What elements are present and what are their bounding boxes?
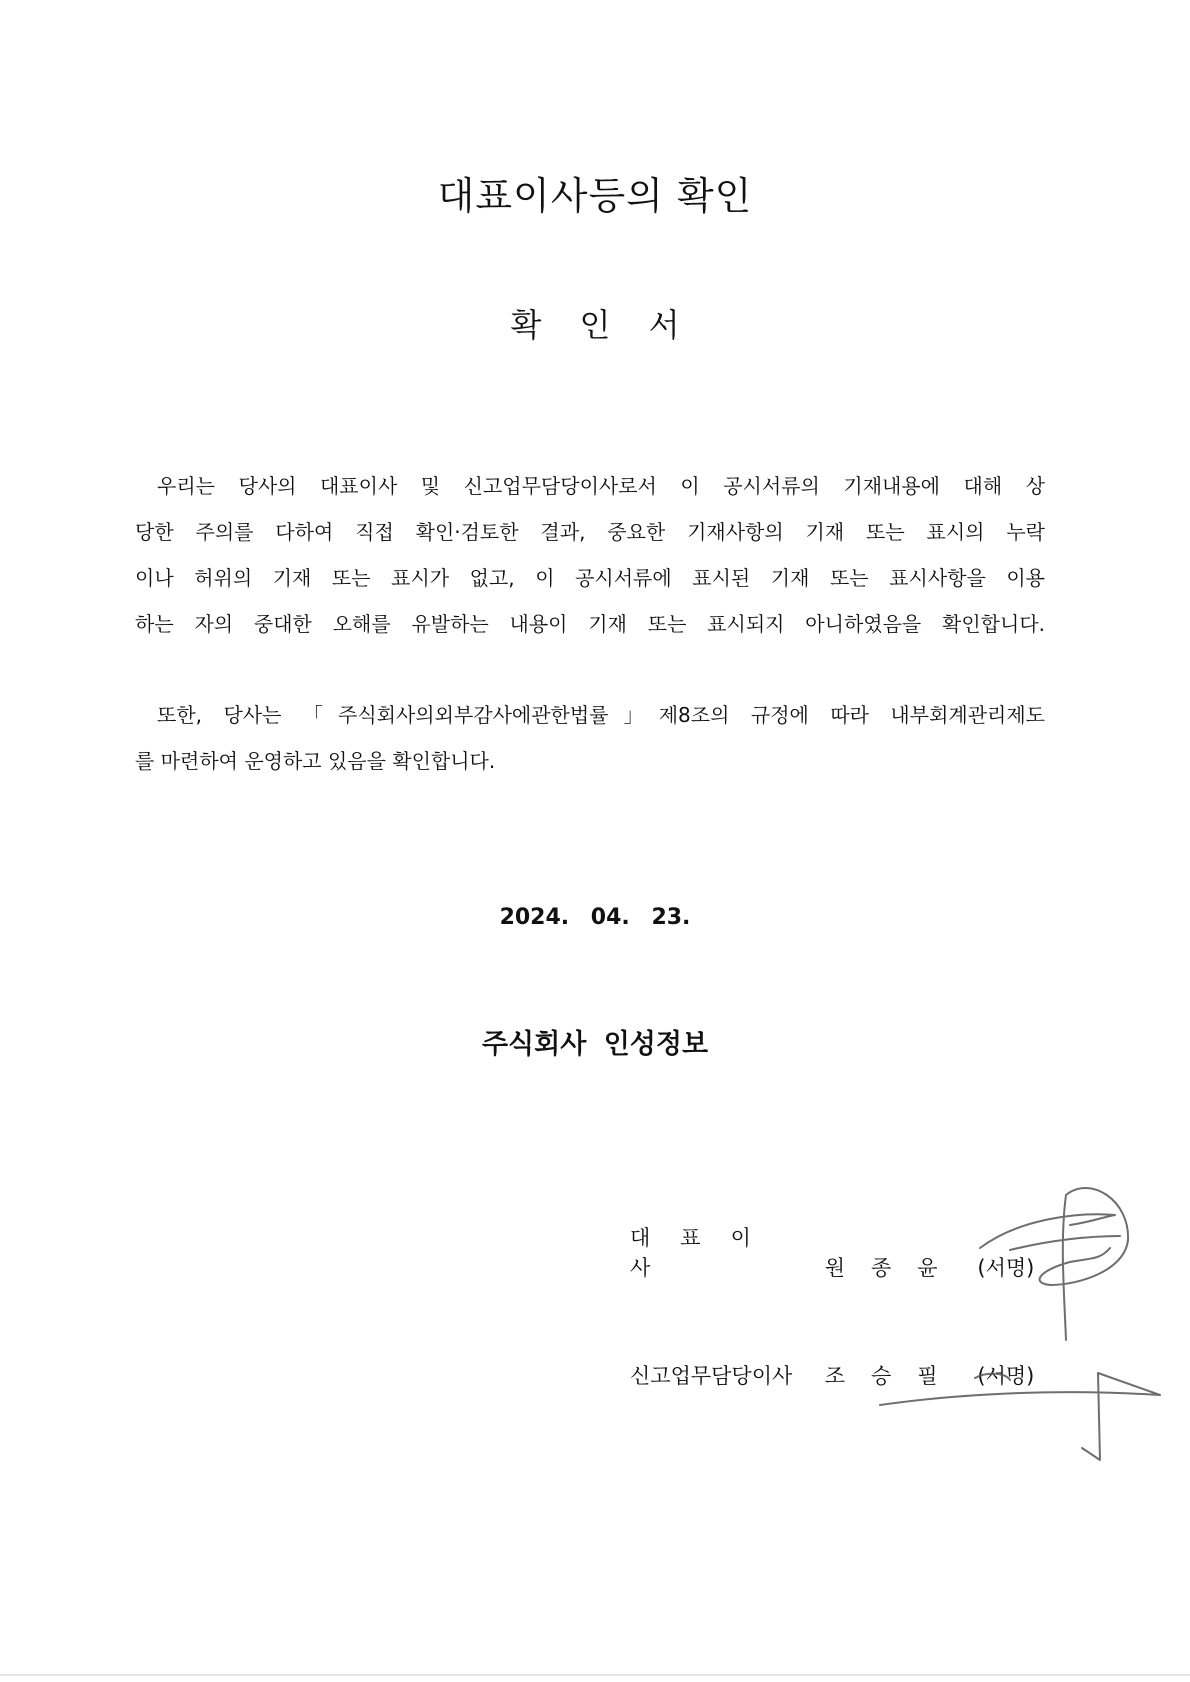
paragraph-line: 하는 자의 중대한 오해를 유발하는 내용이 기재 또는 표시되지 아니하였음을 확인합니다. <box>135 612 1045 636</box>
signatory-ceo <box>630 1222 1034 1282</box>
paragraph-line: 우리는 당사의 대표이사 및 신고업무담당이사로서 이 공시서류의 기재내용에 대해 상 <box>157 474 1045 498</box>
document-title: 대표이사등의 확인 <box>437 174 753 218</box>
confirmation-paragraph <box>135 463 1045 647</box>
company-name: 주식회사 인성정보 <box>481 1029 709 1060</box>
paragraph-line: 또한, 당사는 「주식회사의외부감사에관한법률」제8조의 규정에 따라 내부회계관리제도 <box>157 703 1045 727</box>
signatory-name: 원종윤 <box>824 1256 964 1280</box>
signatory-disclosure-officer <box>630 1360 1034 1390</box>
signatory-role: 신고업무담당이사 <box>630 1364 793 1388</box>
document-subtitle: 확 인 서 <box>510 306 680 344</box>
internal-control-paragraph <box>135 692 1045 784</box>
paragraph-line: 이나 허위의 기재 또는 표시가 없고, 이 공시서류에 표시된 기재 또는 표시사항을 이용 <box>135 566 1045 590</box>
signatory-role: 대표이사 <box>630 1226 781 1280</box>
paragraph-line: 를 마련하여 운영하고 있음을 확인합니다. <box>135 749 496 773</box>
signature-mark-label: (서명) <box>977 1256 1035 1280</box>
signature-mark-label: (서명) <box>977 1364 1035 1388</box>
page-bottom-edge <box>0 1674 1190 1676</box>
document-date: 2024. 04. 23. <box>499 905 691 930</box>
signatory-name: 조승필 <box>824 1364 964 1388</box>
paragraph-line: 당한 주의를 다하여 직접 확인·검토한 결과, 중요한 기재사항의 기재 또는 표시의 누락 <box>135 520 1045 544</box>
